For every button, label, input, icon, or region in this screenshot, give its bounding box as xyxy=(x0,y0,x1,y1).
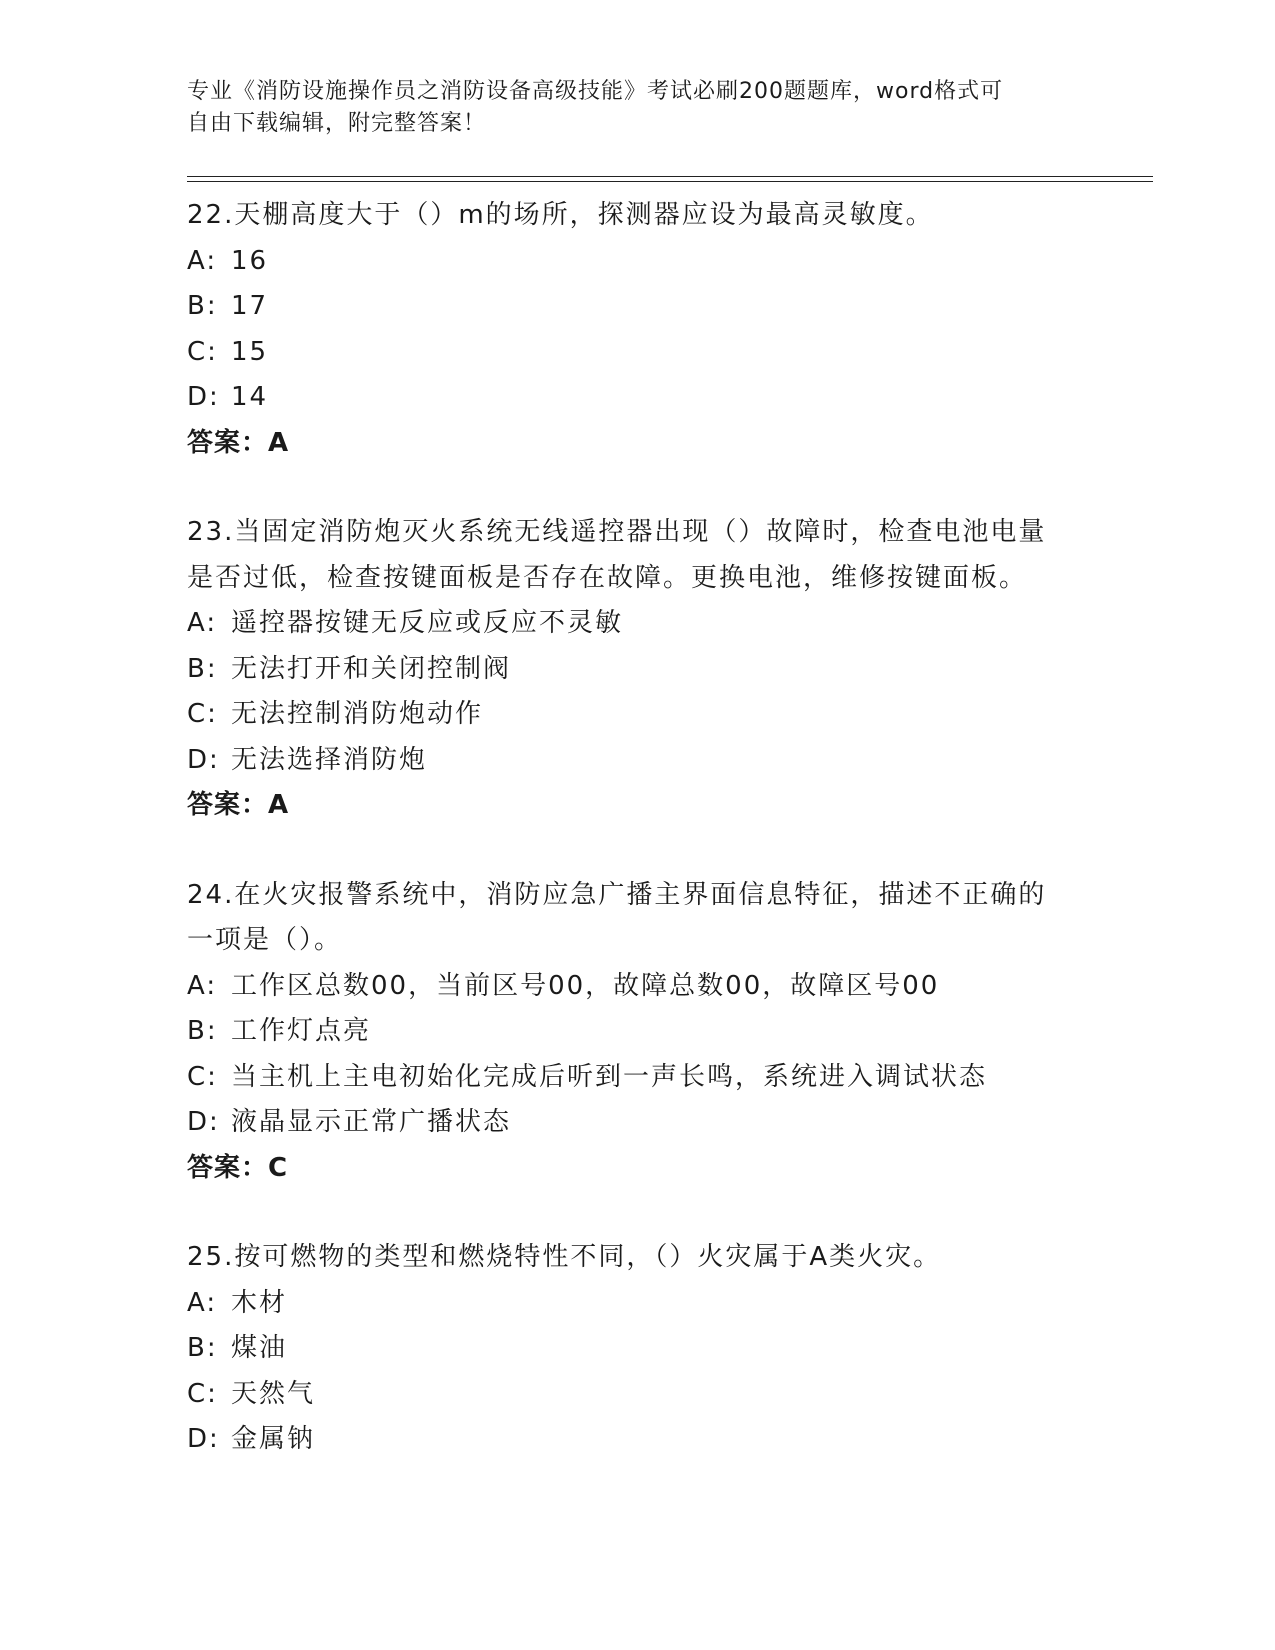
header-divider-bottom xyxy=(187,181,1153,182)
option-text: 工作灯点亮 xyxy=(231,1016,372,1046)
option-text: 14 xyxy=(231,382,269,412)
option-letter: B: xyxy=(187,291,218,321)
option-letter: D: xyxy=(187,744,220,775)
question-stem: 一项是（）。 xyxy=(187,925,343,955)
option-letter: C: xyxy=(187,1378,218,1409)
option-d xyxy=(187,1417,1087,1463)
option-c xyxy=(187,1372,1087,1418)
option-text: 17 xyxy=(231,291,269,321)
option-b xyxy=(187,1326,1087,1372)
header-line-2: 自由下载编辑，附完整答案！ xyxy=(187,111,487,136)
option-letter: C: xyxy=(187,336,218,367)
option-letter: B: xyxy=(187,653,218,684)
document-header xyxy=(187,76,1087,140)
question-23 xyxy=(187,510,1087,829)
option-text: 无法选择消防炮 xyxy=(231,744,428,775)
option-c xyxy=(187,692,1087,738)
option-b xyxy=(187,647,1087,693)
option-a xyxy=(187,601,1087,647)
answer-label: 答案：A xyxy=(187,427,290,458)
option-letter: D: xyxy=(187,382,220,412)
option-letter: A: xyxy=(187,245,218,276)
option-letter: C: xyxy=(187,699,218,729)
option-d xyxy=(187,1100,1087,1146)
header-line-1: 专业《消防设施操作员之消防设备高级技能》考试必刷200题题库，word格式可 xyxy=(187,79,1004,104)
option-text: 煤油 xyxy=(231,1333,288,1363)
option-text: 金属钠 xyxy=(231,1424,316,1454)
option-d xyxy=(187,375,1087,421)
option-text: 木材 xyxy=(231,1287,288,1318)
option-a xyxy=(187,964,1087,1010)
header-divider-top xyxy=(187,176,1153,177)
question-22 xyxy=(187,193,1087,466)
option-b xyxy=(187,284,1087,330)
option-text: 当主机上主电初始化完成后听到一声长鸣，系统进入调试状态 xyxy=(231,1061,988,1092)
option-letter: B: xyxy=(187,1016,218,1046)
question-stem: 24.在火灾报警系统中，消防应急广播主界面信息特征，描述不正确的 xyxy=(187,879,1047,910)
option-b xyxy=(187,1009,1087,1055)
option-letter: B: xyxy=(187,1333,218,1363)
option-letter: A: xyxy=(187,1287,218,1318)
option-text: 液晶显示正常广播状态 xyxy=(231,1107,512,1137)
question-24 xyxy=(187,873,1087,1192)
question-list xyxy=(187,193,1087,1507)
option-letter: A: xyxy=(187,970,218,1001)
option-letter: A: xyxy=(187,608,218,638)
option-text: 遥控器按键无反应或反应不灵敏 xyxy=(231,608,624,638)
option-a xyxy=(187,239,1087,285)
question-stem: 25.按可燃物的类型和燃烧特性不同，（）火灾属于A类火灾。 xyxy=(187,1242,942,1272)
question-stem: 23.当固定消防炮灭火系统无线遥控器出现（）故障时，检查电池电量 xyxy=(187,517,1047,547)
option-text: 无法控制消防炮动作 xyxy=(231,699,484,729)
option-letter: D: xyxy=(187,1424,220,1454)
option-text: 天然气 xyxy=(231,1378,316,1409)
answer-label: 答案：C xyxy=(187,1152,289,1183)
option-c xyxy=(187,1055,1087,1101)
option-letter: D: xyxy=(187,1107,220,1137)
option-letter: C: xyxy=(187,1061,218,1092)
option-text: 工作区总数00，当前区号00，故障总数00，故障区号00 xyxy=(231,970,940,1001)
option-a xyxy=(187,1281,1087,1327)
option-text: 15 xyxy=(231,336,269,367)
option-text: 16 xyxy=(231,245,269,276)
question-25 xyxy=(187,1235,1087,1463)
question-stem: 22.天棚高度大于（）m的场所，探测器应设为最高灵敏度。 xyxy=(187,200,934,230)
question-stem: 是否过低，检查按键面板是否存在故障。更换电池，维修按键面板。 xyxy=(187,562,1028,593)
option-text: 无法打开和关闭控制阀 xyxy=(231,653,512,684)
option-d xyxy=(187,738,1087,784)
option-c xyxy=(187,330,1087,376)
answer-label: 答案：A xyxy=(187,790,290,820)
